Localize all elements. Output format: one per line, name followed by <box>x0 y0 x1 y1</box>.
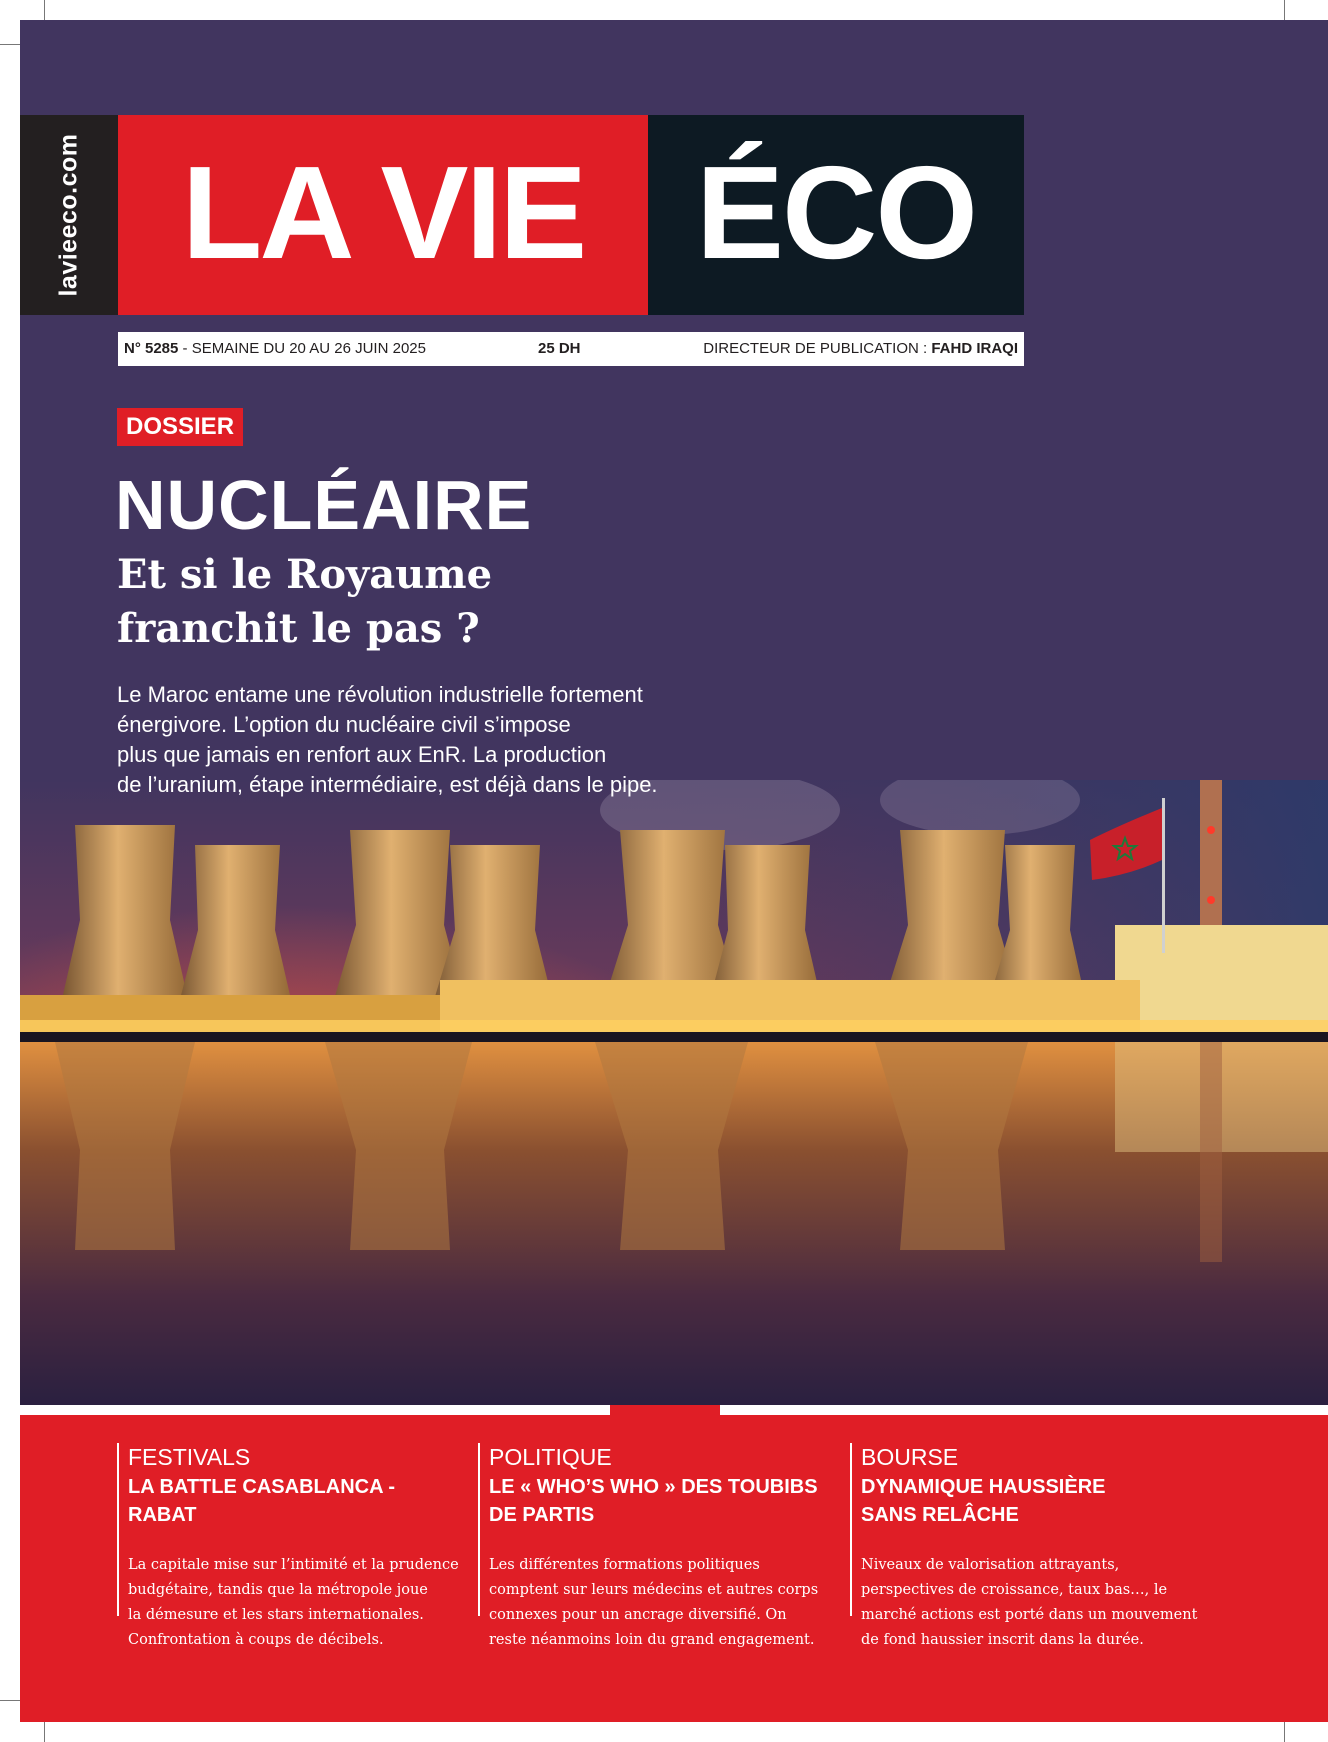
masthead-title-part1: LA VIE <box>181 139 585 286</box>
issue-number: N° 5285 <box>124 340 179 357</box>
website-url: lavieeco.com <box>54 133 83 297</box>
issue-week: - SEMAINE DU 20 AU 26 JUIN 2025 <box>178 340 426 357</box>
teaser-body-line: Confrontation à coups de décibels. <box>128 1632 384 1648</box>
teaser-title-line: DE PARTIS <box>489 1504 595 1526</box>
teaser-body-line: marché actions est porté dans un mouvement <box>861 1607 1198 1623</box>
divider-tab <box>610 1405 720 1415</box>
teaser-body <box>489 1553 849 1653</box>
lede-line: Le Maroc entame une révolution industrielle fortement <box>117 682 643 707</box>
teaser-body-line: comptent sur leurs médecins et autres corps <box>489 1582 819 1598</box>
teaser-body <box>128 1553 483 1653</box>
teaser-rubric: BOURSE <box>861 1444 959 1470</box>
teaser-title <box>489 1473 849 1529</box>
director-label: DIRECTEUR DE PUBLICATION : <box>703 340 932 357</box>
nuclear-plant-photo <box>20 780 1328 1405</box>
lede-line: de l’uranium, étape intermédiaire, est déjà dans le pipe. <box>117 772 658 797</box>
teaser-body-line: Les différentes formations politiques <box>489 1557 760 1573</box>
teaser-title-line: DYNAMIQUE HAUSSIÈRE <box>861 1476 1106 1498</box>
teaser-rubric: POLITIQUE <box>489 1444 612 1470</box>
teaser-body-line: de fond haussier inscrit dans la durée. <box>861 1632 1144 1648</box>
teaser-title <box>861 1473 1241 1529</box>
cover-headline: NUCLÉAIRE <box>115 466 533 544</box>
masthead-logo-dark <box>648 115 1024 315</box>
lede-line: énergivore. L’option du nucléaire civil s’impose <box>117 712 571 737</box>
teaser-festivals[interactable] <box>117 1443 483 1648</box>
magazine-cover <box>20 20 1328 1722</box>
website-vertical-bar <box>20 115 118 315</box>
teaser-body-line: perspectives de croissance, taux bas…, le <box>861 1582 1168 1598</box>
director-name: FAHD IRAQI <box>931 340 1018 357</box>
teaser-body <box>861 1553 1241 1653</box>
teaser-body-line: connexes pour un ancrage diversifié. On <box>489 1607 787 1623</box>
flag-pole <box>1162 798 1165 953</box>
issue-info <box>124 332 426 366</box>
subhead-line: franchit le pas ? <box>117 605 480 652</box>
teaser-title-line: LA BATTLE CASABLANCA - <box>128 1476 396 1498</box>
teaser-bourse[interactable] <box>850 1443 1241 1648</box>
cover-subhead <box>117 548 717 656</box>
teaser-body-line: reste néanmoins loin du grand engagement. <box>489 1632 815 1648</box>
teaser-rubric: FESTIVALS <box>128 1444 251 1470</box>
teaser-politique[interactable] <box>478 1443 849 1648</box>
teaser-body-line: la démesure et les stars internationales. <box>128 1607 424 1623</box>
cover-lede <box>117 680 757 800</box>
teaser-body-line: budgétaire, tandis que la métropole joue <box>128 1582 428 1598</box>
teaser-body-line: La capitale mise sur l’intimité et la prudence <box>128 1557 459 1573</box>
publication-director <box>703 332 1018 366</box>
subhead-line: Et si le Royaume <box>117 551 493 598</box>
section-tag: DOSSIER <box>117 408 243 446</box>
teaser-title-line: LE « WHO’S WHO » DES TOUBIBS <box>489 1476 818 1498</box>
issue-price: 25 DH <box>538 340 581 357</box>
teaser-title-line: RABAT <box>128 1504 197 1526</box>
teaser-body-line: Niveaux de valorisation attrayants, <box>861 1557 1120 1573</box>
masthead-title-part2: ÉCO <box>695 139 977 286</box>
issue-info-strip <box>118 332 1024 366</box>
teaser-title <box>128 1473 483 1529</box>
masthead-logo-red <box>118 115 648 315</box>
lede-line: plus que jamais en renfort aux EnR. La production <box>117 742 607 767</box>
teaser-title-line: SANS RELÂCHE <box>861 1504 1019 1526</box>
